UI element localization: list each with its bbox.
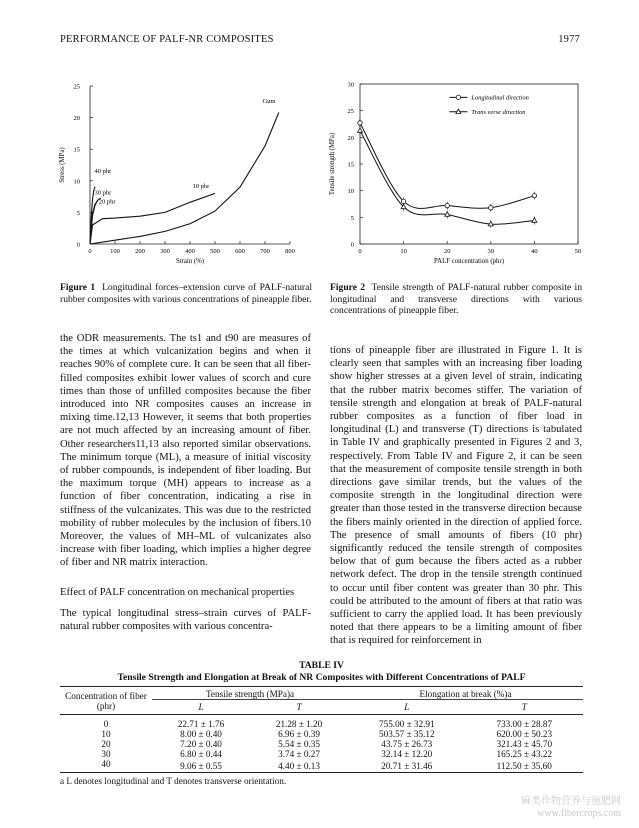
- table-footnote: a L denotes longitudinal and T denotes transverse orientation.: [60, 776, 287, 786]
- table-cell: 10: [101, 729, 111, 739]
- x-tick-label: 50: [574, 248, 582, 255]
- right-column: [330, 344, 582, 648]
- table-cell: 0: [103, 719, 109, 729]
- figure-2-chart: [322, 76, 584, 276]
- table-cell: 6.96 ± 0.39: [278, 729, 320, 739]
- y-axis-label: Stress (MPa): [59, 147, 66, 183]
- table-row: [60, 739, 583, 749]
- x-tick-label: 10: [400, 248, 407, 255]
- series-line-transverse: [360, 131, 534, 225]
- table-cell: 733.00 ± 28.87: [496, 719, 553, 729]
- table-cell: 21.28 ± 1.20: [275, 719, 323, 729]
- page-number: 1977: [558, 34, 580, 45]
- x-tick-label: 800: [285, 248, 295, 255]
- table-subheader-tensile-l: L: [198, 702, 204, 712]
- figure-1-caption-number: Figure 1: [60, 282, 96, 293]
- y-tick-label: 20: [73, 115, 80, 123]
- y-tick-label: 5: [350, 214, 354, 222]
- y-tick-label: 30: [347, 81, 354, 89]
- table-cell: 40: [101, 759, 111, 769]
- table-cell: 8.00 ± 0.40: [180, 729, 222, 739]
- right-paragraph-1: tions of pineapple fiber are illustrated in Figure 1. It is clearly seen that samples with an increasing fiber loading show higher stresses at a given level of strain, indicating that the rubber matrix becomes stiffer. The variation of tensile strength and elongation at break of PALF-natural rubber composites as a function of fiber load in longitudinal (L) and transverse (T) directions is tabulated in Table IV and graphically presented in Figures 2 and 3, respectively. From Table IV and Figure 2, it can be seen that the measurement of composite tensile strength in both directions gave similar trends, but the values of the composite strength in the longitudinal direction were greater than those tested in the transverse direction because the fibers mainly oriented in the direction of applied force. The presence of small amounts of fibers (10 phr) significantly reduced the tensile strength of composites below that of gum because the fibers acted as a rubber network defect. The drop in the tensile strength continued to occur until fiber content was greater than 30 phr. This could be attributed to the amount of fibers at that ratio was sufficient to carry the applied load. It has been previously noted that there appears to be a limiting amount of fiber that is required for reinforcement in: [330, 345, 582, 647]
- x-tick-label: 0: [358, 248, 362, 255]
- figure-1-caption-text: Longitudinal forces–extension curve of PALF-natural rubber composites with various concentrations of pineapple fiber.: [60, 282, 312, 305]
- x-tick-label: 30: [487, 248, 495, 255]
- table-cell: 7.20 ± 0.40: [180, 739, 222, 749]
- series-line-longitudinal: [360, 123, 534, 209]
- x-axis-label: Strain (%): [175, 258, 205, 265]
- y-tick-label: 20: [347, 134, 354, 142]
- figure-2-caption: [330, 282, 582, 317]
- point-longitudinal: [489, 206, 493, 210]
- table-header-tensile: Tensile strength (MPa)a: [152, 687, 348, 700]
- table-cell: 32.14 ± 12.20: [381, 749, 433, 759]
- y-tick-label: 15: [73, 146, 80, 154]
- label-40-phr: 40 phr: [94, 168, 112, 176]
- table-iv: [60, 660, 583, 786]
- table-cell: 620.00 ± 50.23: [496, 729, 553, 739]
- x-tick-label: 200: [135, 248, 145, 255]
- table-cell: 321.43 ± 45.70: [496, 739, 553, 749]
- point-transverse: [532, 218, 537, 222]
- table-row: [60, 719, 583, 729]
- x-tick-label: 700: [260, 248, 270, 255]
- x-tick-label: 0: [88, 248, 92, 255]
- y-axis-label: Tensile strength (MPa): [329, 132, 336, 196]
- label-10-phr: 10 phr: [192, 182, 210, 190]
- x-tick-label: 300: [160, 248, 170, 255]
- x-tick-label: 40: [531, 248, 538, 255]
- table-cell: 503.57 ± 35.12: [379, 729, 435, 739]
- y-tick-label: 0: [350, 241, 354, 249]
- running-header: [60, 34, 580, 50]
- table-cell: 22.71 ± 1.76: [177, 719, 225, 729]
- table-subheader-tensile-t: T: [296, 702, 302, 712]
- y-tick-label: 10: [73, 178, 80, 186]
- table-cell: 9.06 ± 0.55: [180, 760, 222, 771]
- left-paragraph-2: The typical longitudinal stress–strain curves of PALF-natural rubber composites with various concentra-: [60, 607, 311, 633]
- watermark-line-2: www.fibercrops.com: [537, 808, 621, 819]
- y-tick-label: 5: [76, 209, 80, 217]
- x-tick-label: 600: [235, 248, 245, 255]
- figure-1: [56, 76, 312, 276]
- y-tick-label: 0: [76, 241, 80, 249]
- y-tick-label: 15: [347, 161, 354, 169]
- x-tick-label: 100: [110, 248, 120, 255]
- y-tick-label: 25: [73, 83, 80, 91]
- point-longitudinal: [445, 203, 449, 207]
- label-gum: Gum: [262, 98, 276, 106]
- table-cell: 755.00 ± 32.91: [379, 719, 435, 729]
- y-tick-label: 10: [347, 188, 354, 196]
- table-cell: 43.75 ± 26.73: [381, 739, 433, 749]
- point-longitudinal: [358, 121, 362, 125]
- table-grid: [60, 686, 583, 773]
- table-title: Tensile Strength and Elongation at Break of NR Composites with Different Concentrations of PALF: [117, 671, 526, 683]
- table-subheader-elongation-t: T: [521, 702, 527, 712]
- figure-1-chart: [56, 76, 312, 276]
- point-transverse: [358, 128, 363, 132]
- x-tick-label: 20: [443, 248, 451, 255]
- watermark-line-1: 麻类作物营养与施肥网: [521, 796, 621, 807]
- table-subheader-elongation-l: L: [404, 702, 410, 712]
- table-cell: 20: [101, 739, 111, 749]
- figure-2-caption-number: Figure 2: [330, 282, 366, 293]
- table-cell: 30: [101, 749, 111, 759]
- x-tick-label: 500: [210, 248, 220, 255]
- figure-2-caption-text: Tensile strength of PALF-natural rubber composite in longitudinal and transverse directions with various concentrations of pineapple fiber.: [330, 282, 583, 317]
- series-line-gum: [90, 113, 279, 245]
- point-longitudinal: [532, 193, 536, 197]
- left-paragraph-1: the ODR measurements. The ts1 and t90 are measures of the times at which vulcanization begins and when it reaches 90% of complete cure. It can be seen that all fiber-filled composites exhibit lower values of scorch and cure times than those of unfilled composites because the fiber introduced into NR composites causes an increase in mixing time.12,13 However, it seems that both properties are not much affected by an increasing amount of fiber. Other researchers11,13 also reported similar observations. The minimum torque (ML), a measure of initial viscosity of rubber compounds, is independent of fiber loading. But the maximum torque (MH) appears to increase as a function of fiber concentration, indicating a rise in stiffness of the vulcanizates. This was due to the restricted mobility of rubber molecules by the inclusion of fibers.10 Moreover, the values of MH–ML of vulcanizates also increase with fiber loading, which implies a higher degree of fiber and NR matrix interaction.: [60, 333, 311, 569]
- table-cell: 4.40 ± 0.13: [278, 760, 320, 771]
- label-30-phr: 30 phr: [94, 189, 112, 197]
- label-20-phr: 20 phr: [98, 198, 116, 206]
- table-cell: 3.74 ± 0.27: [278, 749, 320, 759]
- section-title: Effect of PALF concentration on mechanical properties: [60, 586, 295, 598]
- legend-label-transverse: Trans verse direction: [471, 109, 526, 117]
- table-cell: 20.71 ± 31.46: [381, 760, 433, 771]
- table-cell: 165.25 ± 43.22: [496, 749, 553, 759]
- point-longitudinal: [401, 199, 405, 203]
- table-header-concentration: Concentration of fiber (phr): [65, 690, 147, 711]
- table-label: TABLE IV: [299, 660, 344, 671]
- x-tick-label: 400: [185, 248, 195, 255]
- legend-marker-longitudinal: [456, 95, 460, 99]
- table-cell: 5.54 ± 0.35: [278, 739, 320, 749]
- table-row: [60, 749, 583, 759]
- figure-2: [322, 76, 584, 276]
- table-cell: 6.80 ± 0.44: [180, 749, 222, 759]
- figure-1-caption: [60, 282, 312, 305]
- table-header-elongation: Elongation at break (%)a: [348, 687, 583, 700]
- table-cell: 112.50 ± 35.60: [496, 760, 552, 771]
- legend-label-longitudinal: Longitudinal direction: [471, 94, 529, 102]
- y-tick-label: 25: [347, 108, 354, 116]
- table-row: [60, 729, 583, 739]
- running-title: PERFORMANCE OF PALF-NR COMPOSITES: [60, 34, 274, 45]
- watermark: [521, 796, 621, 820]
- table-row: [60, 759, 583, 773]
- left-column: [60, 332, 311, 633]
- x-axis-label: PALF concentration (phr): [434, 258, 504, 265]
